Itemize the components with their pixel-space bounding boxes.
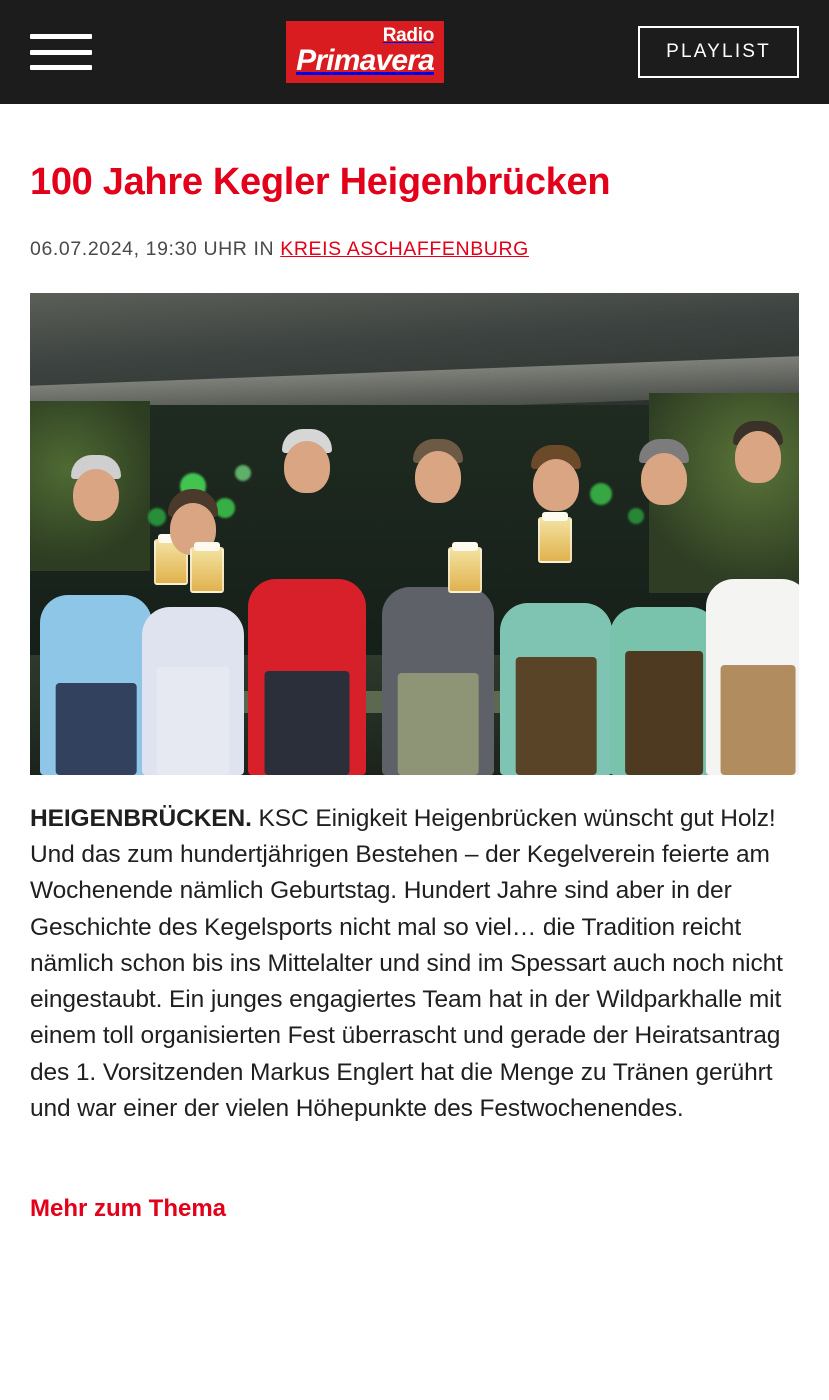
image-person-head — [735, 431, 781, 483]
playlist-button[interactable]: PLAYLIST — [638, 26, 799, 78]
article-lead: HEIGENBRÜCKEN. — [30, 804, 252, 832]
site-header — [0, 0, 829, 104]
image-person — [248, 429, 366, 775]
image-person-legs — [56, 683, 137, 775]
image-person-legs — [625, 651, 703, 775]
image-person — [706, 421, 799, 775]
image-person-legs — [721, 665, 796, 775]
image-person — [382, 439, 494, 775]
image-person-head — [415, 451, 461, 503]
article-image — [30, 293, 799, 775]
image-beer-mug — [190, 547, 224, 593]
logo-text-top: Radio — [382, 25, 434, 46]
image-person-legs — [516, 657, 597, 775]
image-beer-mug — [538, 517, 572, 563]
article-category-link[interactable]: KREIS ASCHAFFENBURG — [280, 237, 529, 260]
logo-text-bottom: Primavera — [296, 44, 434, 77]
image-person — [142, 475, 244, 775]
image-person-head — [73, 469, 119, 521]
image-person-head — [284, 441, 330, 493]
article-date: 06.07.2024, 19:30 UHR IN — [30, 237, 281, 260]
hamburger-line — [30, 34, 92, 39]
image-person-legs — [156, 667, 229, 775]
image-person-legs — [265, 671, 350, 775]
article-body — [30, 801, 799, 1127]
page-title: 100 Jahre Kegler Heigenbrücken — [30, 161, 611, 203]
hamburger-line — [30, 65, 92, 70]
hamburger-line — [30, 50, 92, 55]
article-meta — [30, 238, 799, 261]
more-on-topic-heading: Mehr zum Thema — [30, 1195, 227, 1223]
image-person-head — [641, 453, 687, 505]
image-beer-mug — [448, 547, 482, 593]
image-person — [500, 445, 612, 775]
site-logo[interactable] — [286, 21, 444, 83]
article-container — [0, 160, 829, 1223]
article-body-text: KSC Einigkeit Heigenbrücken wünscht gut Holz! Und das zum hundertjährigen Bestehen – der Kegelverein feierte am Wochenende nämlich Geburtstag. Hundert Jahre sind aber in der Geschichte des Kegelsports nicht mal so viel… die Tradition reicht nämlich schon bis ins Mittelalter und sind im Spessart auch noch nicht eingestaubt. Ein junges engagiertes Team hat in der Wildparkhalle mit einem toll organisierten Fest überrascht und gerade der Heiratsantrag des 1. Vorsitzenden Markus Englert hat die Menge zu Tränen gerührt und war einer der vielen Höhepunkte des Festwochenendes. — [30, 804, 783, 1122]
image-person — [40, 455, 152, 775]
image-person-head — [533, 459, 579, 511]
hamburger-menu-icon[interactable] — [30, 29, 92, 75]
image-person-legs — [398, 673, 479, 775]
image-person — [610, 439, 718, 775]
